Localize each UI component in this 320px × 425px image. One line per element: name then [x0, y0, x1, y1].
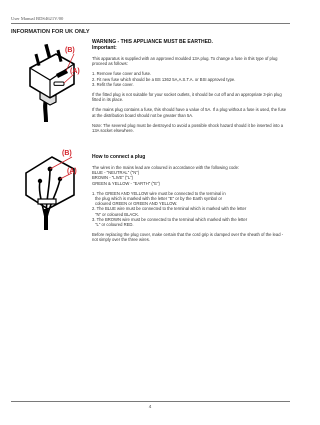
- callout-b: (B): [62, 150, 72, 157]
- callout-b: (B): [65, 47, 75, 54]
- plug-fuse-diagram: [16, 38, 82, 122]
- footer-divider: [11, 401, 290, 402]
- fuse-step: 3. Refit the fuse cover.: [92, 81, 134, 87]
- manual-title: User Manual BDS4621V/00: [11, 16, 64, 21]
- callout-a: (A): [67, 168, 77, 175]
- wiring-step: 3. The BROWN wire must be connected to the terminal which marked with the letter: [92, 216, 248, 222]
- howto-section: [92, 154, 290, 243]
- wiring-step: 2. The BLUE wire must be connected to the terminal which is marked with the letter: [92, 206, 247, 212]
- wire-code: BLUE - "NEUTRAL" ("N"): [92, 170, 140, 176]
- warning-paragraph: This apparatus is supplied with an approved moulded 13A plug. To change a fuse in this type of plug proceed as follows:: [92, 56, 278, 67]
- plug-wiring-diagram: [16, 147, 82, 230]
- wiring-step-continued: "N" or coloured BLACK.: [95, 211, 140, 217]
- wiring-step-continued: "L" or coloured RED.: [95, 222, 134, 228]
- warning-subtitle: Important:: [92, 45, 117, 51]
- wire-code: GREEN & YELLOW - "EARTH" ("E"): [92, 180, 160, 186]
- howto-title: How to connect a plug: [92, 154, 146, 160]
- howto-intro: The wires in the mains lead are coloured in accordance with the following code:: [92, 165, 240, 170]
- warning-note: Note: The severed plug must be destroyed to avoid a possible shock hazard should it be inserted into a 13A socket elsewhere.: [92, 122, 284, 134]
- fuse-step: 2. Fit new fuse which should be a BS 1362 5A,A.S.T.A. or BSI approved type.: [92, 76, 236, 82]
- callout-a: (A): [70, 68, 80, 75]
- fuse-step: 1. Remove fuse cover and fuse.: [92, 71, 152, 77]
- header-divider: [11, 23, 290, 24]
- warning-section: [92, 39, 290, 133]
- page-number: 4: [148, 404, 152, 409]
- wiring-step-continued: the plug which is marked with the letter "E" or by the Earth symbol or: [95, 196, 223, 202]
- section-title: INFORMATION FOR UK ONLY: [11, 29, 90, 35]
- warning-title: WARNING - THIS APPLIANCE MUST BE EARTHED.: [92, 39, 213, 45]
- howto-closing: Before replacing the plug cover, make certain that the cord grip is clamped over the sheath of the lead - not simply over the three wires.: [92, 232, 284, 243]
- warning-paragraph: If the mains plug contains a fuse, this should have a value of 5A. If a plug without a fuse is used, the fuse at the distribution board should not be greater than 5A.: [92, 107, 287, 118]
- wiring-step-continued: coloured GREEN or GREEN AND YELLOW.: [95, 201, 178, 207]
- wiring-step: 1. The GREEN AND YELLOW wire must be connected to the terminal in: [92, 190, 226, 196]
- warning-paragraph: If the fitted plug is not suitable for your socket outlets, it should be cut off and an appropriate 3-pin plug fitted in its place.: [92, 92, 282, 103]
- wire-code: BROWN - "LIVE" ("L"): [92, 175, 134, 181]
